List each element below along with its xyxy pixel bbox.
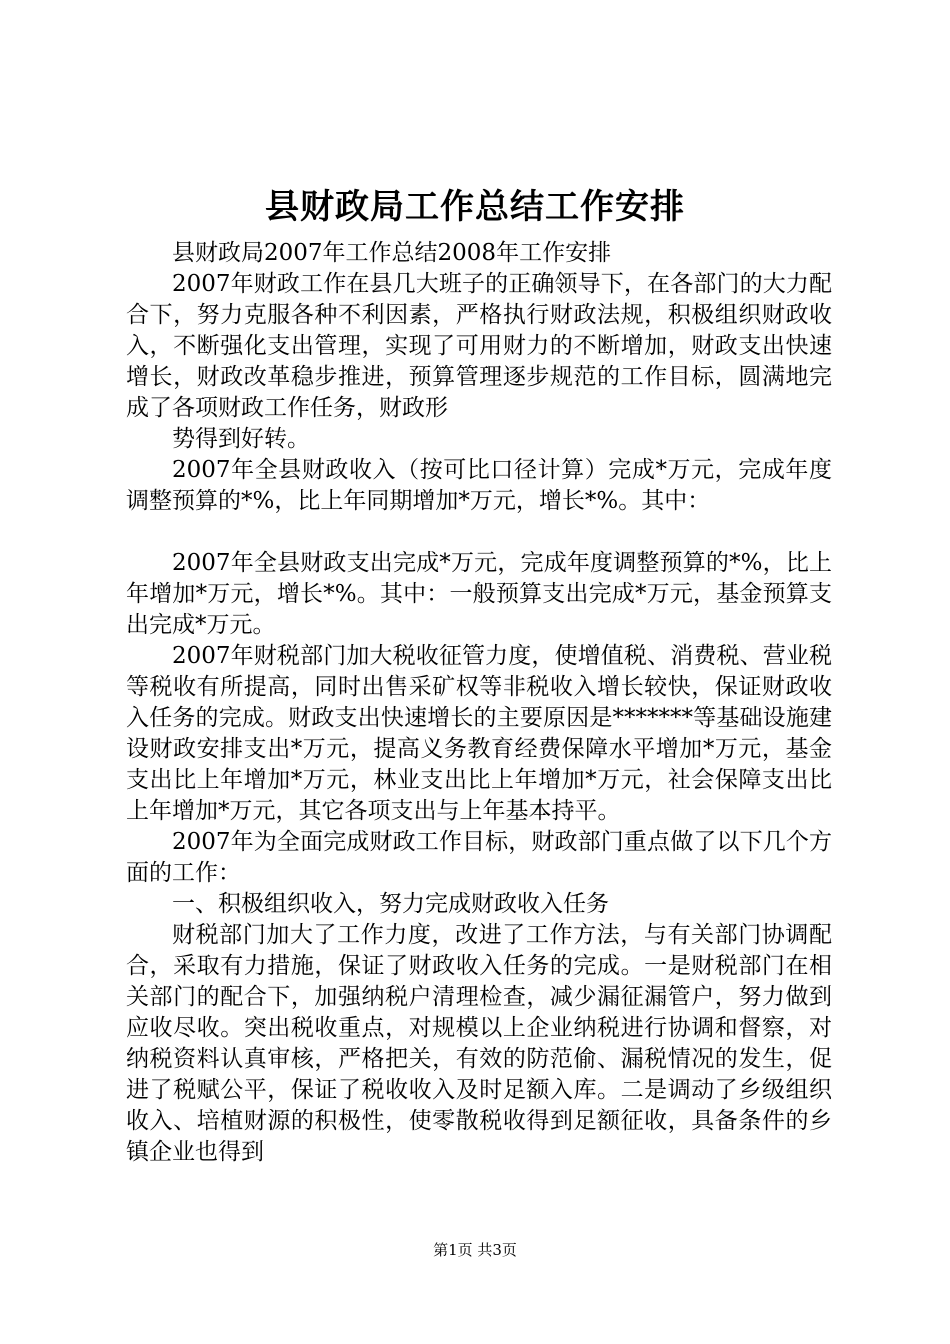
paragraph-subtitle: 县财政局2007年工作总结2008年工作安排 bbox=[172, 240, 612, 266]
paragraph-expenditure: 2007年全县财政支出完成*万元，完成年度调整预算的*%，比上年增加*万元，增长*%。其中：一般预算支出完成*万元，基金预算支出完成*万元。 bbox=[126, 550, 832, 638]
section-heading-one: 一、积极组织收入，努力完成财政收入任务 bbox=[172, 891, 609, 917]
document-title: 县财政局工作总结工作安排 bbox=[265, 187, 685, 227]
page-footer: 第1页 共3页 bbox=[433, 1241, 517, 1259]
paragraph-work-overview: 2007年为全面完成财政工作目标，财政部门重点做了以下几个方面的工作： bbox=[126, 829, 832, 886]
paragraph-tax-collection: 2007年财税部门加大税收征管力度，使增值税、消费税、营业税等税收有所提高，同时出售采矿权等非税收入增长较快，保证财政收入任务的完成。财政支出快速增长的主要原因是*******等基础设施建设财政安排支出*万元，提高义务教育经费保障水平增加*万元，基金支出比上年增加*万元，林业支出比上年增加*万元，社会保障支出比上年增加*万元，其它各项支出与上年基本持平。 bbox=[126, 643, 832, 824]
paragraph-intro: 2007年财政工作在县几大班子的正确领导下，在各部门的大力配合下，努力克服各种不利因素，严格执行财政法规，积极组织财政收入，不断强化支出管理，实现了可用财力的不断增加，财政支出快速增长，财政改革稳步推进，预算管理逐步规范的工作目标，圆满地完成了各项财政工作任务，财政形 bbox=[126, 271, 832, 421]
document-body bbox=[126, 238, 832, 1168]
paragraph-intro-continued: 势得到好转。 bbox=[172, 426, 310, 452]
paragraph-revenue: 2007年全县财政收入（按可比口径计算）完成*万元，完成年度调整预算的*%，比上年同期增加*万元，增长*%。其中： bbox=[126, 457, 832, 514]
paragraph-section-one: 财税部门加大了工作力度，改进了工作方法，与有关部门协调配合，采取有力措施，保证了财政收入任务的完成。一是财税部门在相关部门的配合下，加强纳税户清理检查，减少漏征漏管户，努力做到应收尽收。突出税收重点，对规模以上企业纳税进行协调和督察，对纳税资料认真审核，严格把关，有效的防范偷、漏税情况的发生，促进了税赋公平，保证了税收收入及时足额入库。二是调动了乡级组织收入、培植财源的积极性，使零散税收得到足额征收，具备条件的乡镇企业也得到 bbox=[126, 922, 832, 1165]
